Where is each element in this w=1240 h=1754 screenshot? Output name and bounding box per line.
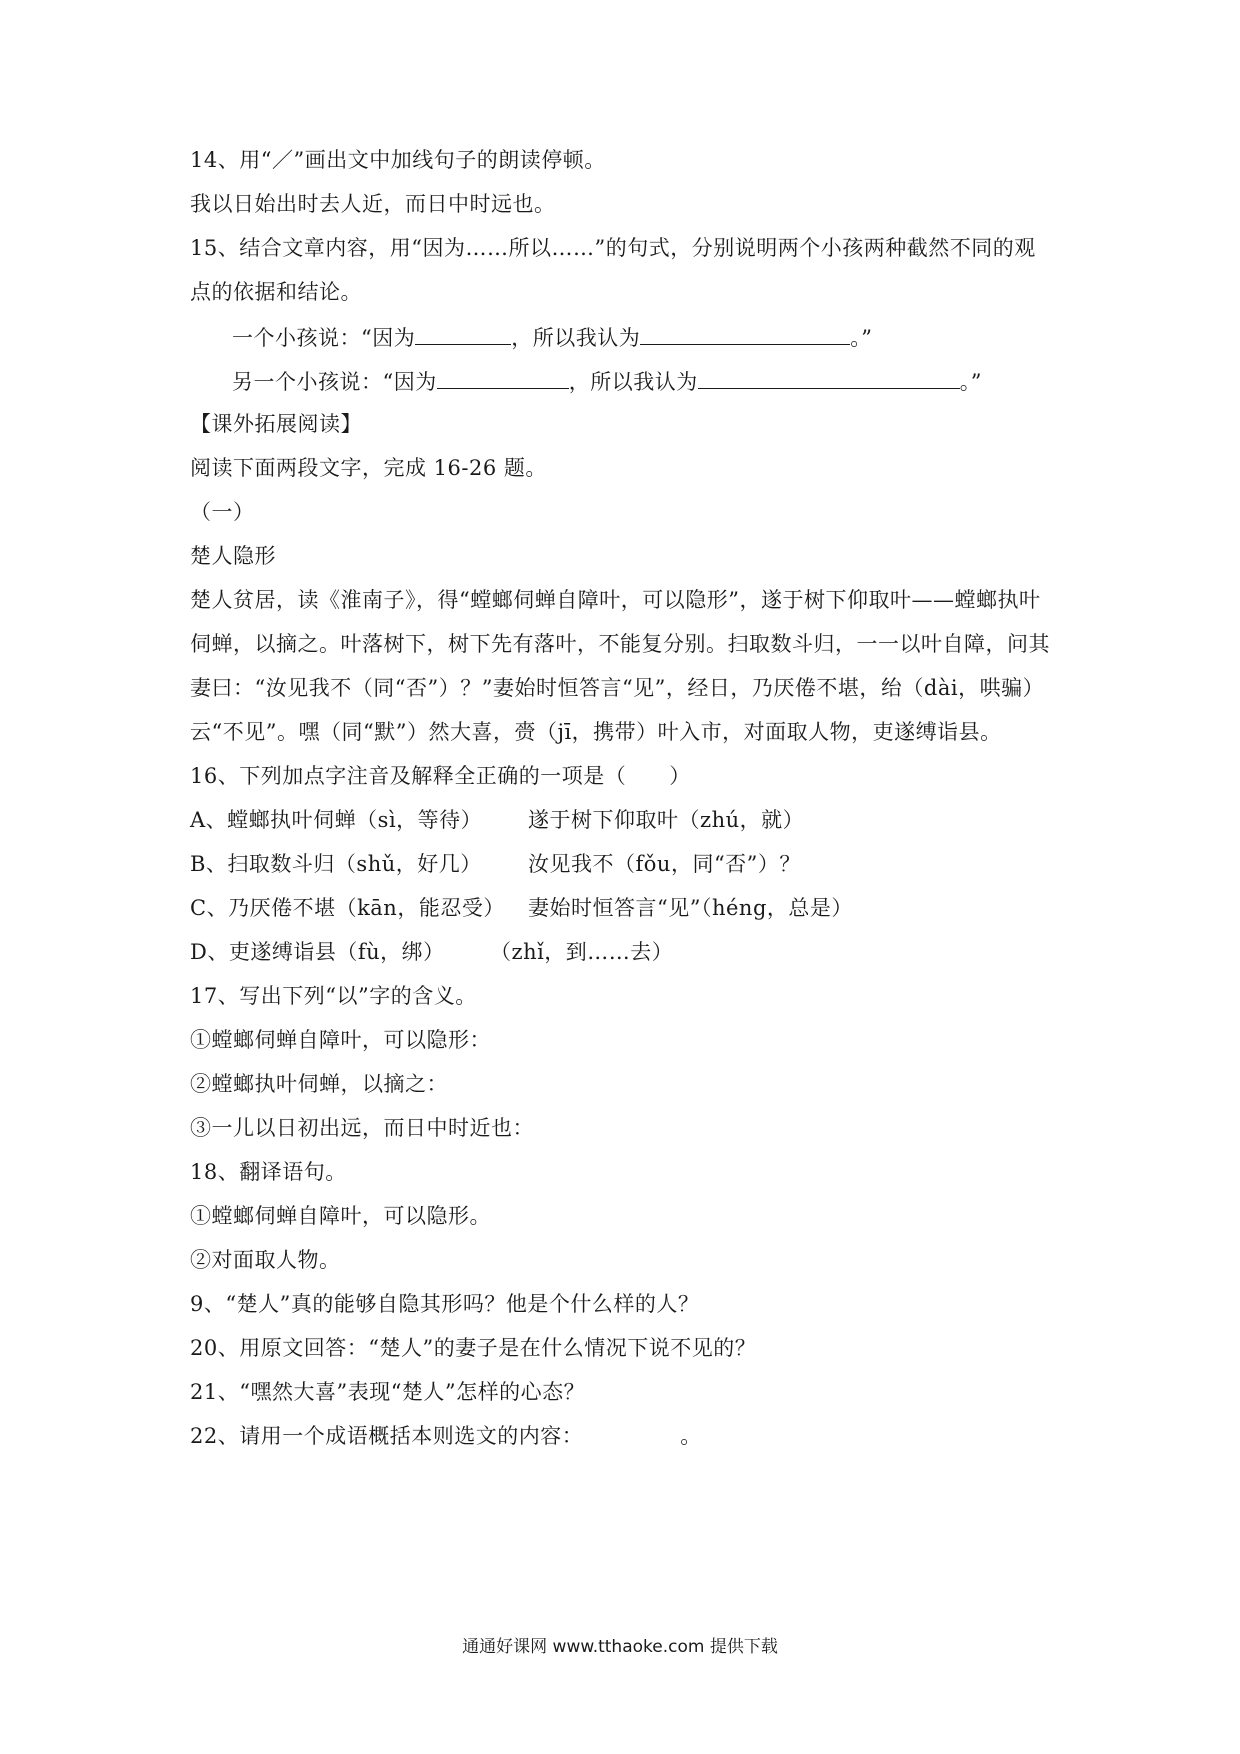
option-text: B、扫取数斗归（shǔ，好几） [190,852,482,876]
q18-prompt: 18、翻译语句。 [190,1160,347,1184]
q14-prompt: 14、用“／”画出文中加线句子的朗读停顿。 [190,148,606,172]
q15-child2-a: 另一个小孩说：“因为 [232,370,437,394]
q16-option-d [190,938,674,966]
q18-item: ②对面取人物。 [190,1248,341,1272]
q17-item: ③一儿以日初出远，而日中时近也： [190,1116,534,1140]
q16-option-a [190,806,805,834]
q15-child1-a: 一个小孩说：“因为 [232,326,416,350]
option-text: A、螳螂执叶伺蝉（sì，等待） [190,808,483,832]
option-text: 妻始时恒答言“见”（héng，总是） [528,896,853,920]
q17-prompt: 17、写出下列“以”字的含义。 [190,984,477,1008]
passage-title: 楚人隐形 [190,544,276,568]
option-text: 遂于树下仰取叶（zhú，就） [528,808,805,832]
q15-child1-c: 。” [850,326,873,350]
passage-line: 楚人贫居，读《淮南子》，得“螳螂伺蝉自障叶，可以隐形”，遂于树下仰取叶——螳螂执叶 [190,588,1041,612]
answer-blank[interactable] [437,366,569,389]
q15-line1: 15、结合文章内容，用“因为……所以……”的句式，分别说明两个小孩两种截然不同的观 [190,236,1036,260]
passage-line: 妻曰：“汝见我不（同“否”）？”妻始时恒答言“见”，经日，乃厌倦不堪，绐（dài，哄骗） [190,676,1045,700]
q15-child2-c: 。” [959,370,982,394]
option-text: 汝见我不（fǒu，同“否”）？ [528,852,801,876]
q16-option-b [190,850,801,878]
answer-blank[interactable] [698,366,960,389]
section-label: （一） [190,500,255,524]
passage-line: 伺蝉，以摘之。叶落树下，树下先有落叶，不能复分别。扫取数斗归，一一以叶自障，问其 [190,632,1050,656]
option-text: C、乃厌倦不堪（kān，能忍受） [190,896,505,920]
option-text: （zhǐ，到……去） [490,940,674,964]
q17-item: ①螳螂伺蝉自障叶，可以隐形： [190,1028,491,1052]
q22-prompt: 22、请用一个成语概括本则选文的内容： 。 [190,1424,702,1448]
option-text: D、吏遂缚诣县（fù，绑） [190,940,445,964]
answer-blank[interactable] [415,322,511,345]
q15-child1-b: ，所以我认为 [511,326,641,350]
q15-child1 [232,322,873,352]
page-footer: 通通好课网 www.tthaoke.com 提供下载 [462,1637,778,1657]
q14-sentence: 我以日始出时去人近，而日中时远也。 [190,192,556,216]
q16-option-c [190,894,853,922]
q15-child2-b: ，所以我认为 [568,370,698,394]
answer-blank[interactable] [640,322,850,345]
passage-line: 云“不见”。嘿（同“默”）然大喜，赍（jī，携带）叶入市，对面取人物，吏遂缚诣县。 [190,720,1002,744]
q17-item: ②螳螂执叶伺蝉，以摘之： [190,1072,448,1096]
extended-instruction: 阅读下面两段文字，完成 16-26 题。 [190,456,547,480]
q15-child2 [232,366,982,396]
q15-line2: 点的依据和结论。 [190,280,362,304]
q18-item: ①螳螂伺蝉自障叶，可以隐形。 [190,1204,491,1228]
extended-heading: 【课外拓展阅读】 [190,412,362,436]
q19-prompt: 9、“楚人”真的能够自隐其形吗？他是个什么样的人？ [190,1292,700,1316]
q20-prompt: 20、用原文回答：“楚人”的妻子是在什么情况下说不见的？ [190,1336,757,1360]
q21-prompt: 21、“嘿然大喜”表现“楚人”怎样的心态？ [190,1380,586,1404]
q16-prompt: 16、下列加点字注音及解释全正确的一项是（ ） [190,764,691,788]
